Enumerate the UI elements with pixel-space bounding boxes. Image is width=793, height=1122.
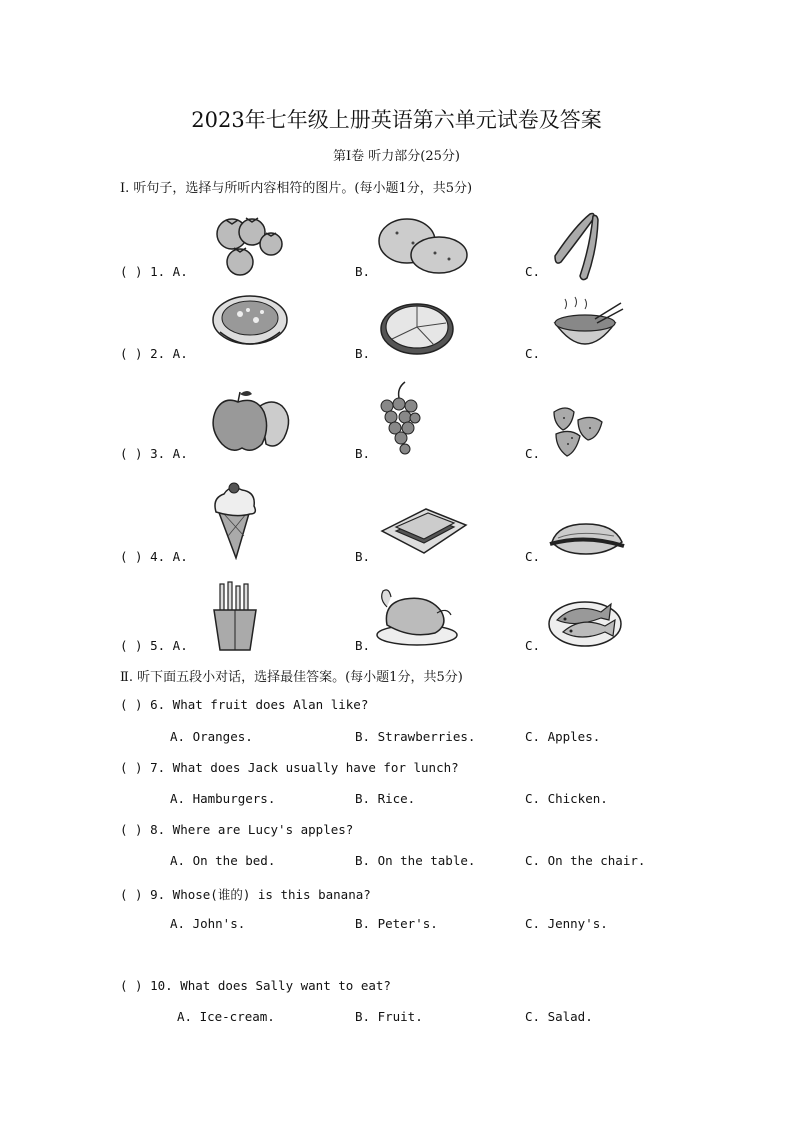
apples-icon (210, 388, 295, 456)
sandwich-icon (378, 505, 470, 557)
q6-option-c: C. Apples. (525, 729, 601, 744)
q5-option-b: B. (355, 638, 371, 653)
q9-option-c: C. Jenny's. (525, 916, 608, 931)
q9-option-a: A. John's. (170, 916, 246, 931)
q10-option-b: B. Fruit. (355, 1009, 423, 1024)
q7-option-c: C. Chicken. (525, 791, 608, 806)
grapes-icon (375, 380, 425, 458)
q2-label: ( ) 2. A. (120, 346, 188, 361)
hot-dog-icon (548, 520, 626, 558)
q5-label: ( ) 5. A. (120, 638, 188, 653)
q5-option-c: C. (525, 638, 541, 653)
fish-icon (545, 594, 623, 650)
q8-option-a: A. On the bed. (170, 853, 276, 868)
q8-option-c: C. On the chair. (525, 853, 646, 868)
q7-option-b: B. Rice. (355, 791, 416, 806)
q9-question: ( ) 9. Whose(谁的) is this banana? (120, 887, 371, 902)
section1-heading: Ⅰ. 听句子，选择与所听内容相符的图片。(每小题1分，共5分) (120, 181, 473, 196)
q2-option-c: C. (525, 346, 541, 361)
bread-icon (378, 297, 456, 357)
q7-option-a: A. Hamburgers. (170, 791, 276, 806)
q3-option-b: B. (355, 446, 371, 461)
q6-option-a: A. Oranges. (170, 729, 253, 744)
q2-option-b: B. (355, 346, 371, 361)
q10-question: ( ) 10. What does Sally want to eat? (120, 978, 391, 993)
q1-label: ( ) 1. A. (120, 264, 188, 279)
q4-label: ( ) 4. A. (120, 549, 188, 564)
noodles-bowl-icon (545, 295, 625, 360)
q4-option-b: B. (355, 549, 371, 564)
q9-option-b: B. Peter's. (355, 916, 438, 931)
salad-bowl-icon (210, 290, 290, 355)
q10-option-c: C. Salad. (525, 1009, 593, 1024)
q7-question: ( ) 7. What does Jack usually have for lunch? (120, 760, 459, 775)
tomatoes-icon (210, 210, 290, 278)
page-subtitle: 第Ⅰ卷 听力部分(25分) (333, 149, 460, 164)
roast-chicken-icon (375, 585, 460, 647)
q6-question: ( ) 6. What fruit does Alan like? (120, 697, 369, 712)
potatoes-icon (375, 213, 470, 275)
q10-option-a: A. Ice-cream. (177, 1009, 275, 1024)
q1-option-c: C. (525, 264, 541, 279)
q3-option-c: C. (525, 446, 541, 461)
ice-cream-icon (210, 480, 262, 560)
q8-option-b: B. On the table. (355, 853, 476, 868)
q1-option-b: B. (355, 264, 371, 279)
page-title: 2023年七年级上册英语第六单元试卷及答案 (191, 108, 602, 132)
sausages-icon (545, 206, 605, 281)
q3-label: ( ) 3. A. (120, 446, 188, 461)
q6-option-b: B. Strawberries. (355, 729, 476, 744)
french-fries-icon (208, 580, 262, 652)
strawberries-icon (548, 402, 608, 458)
section2-heading: Ⅱ. 听下面五段小对话，选择最佳答案。(每小题1分，共5分) (120, 670, 463, 685)
q8-question: ( ) 8. Where are Lucy's apples? (120, 822, 354, 837)
q4-option-c: C. (525, 549, 541, 564)
